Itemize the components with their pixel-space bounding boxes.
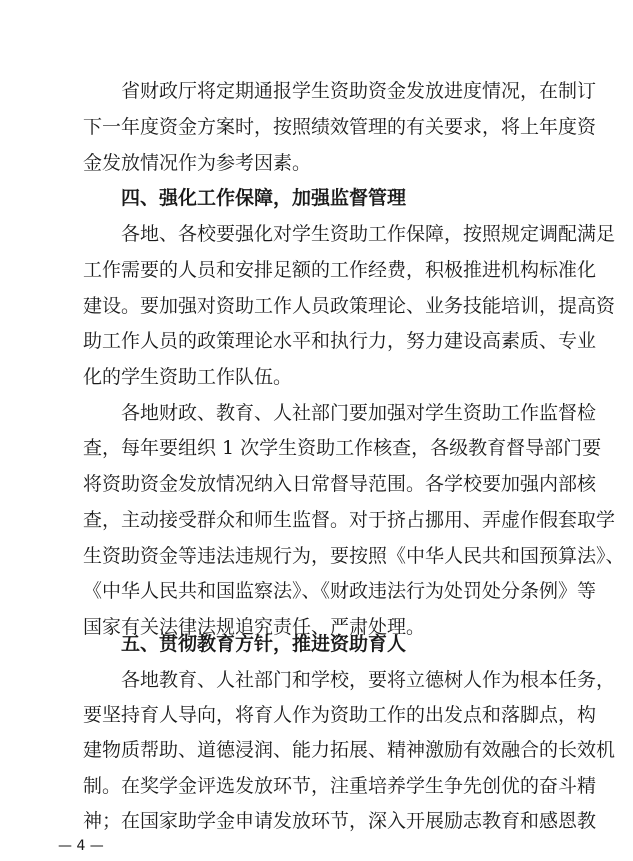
paragraph-line: 建设。要加强对资助工作人员政策理论、业务技能培训，提高资: [83, 295, 616, 317]
paragraph-line: 国家有关法律法规追究责任、严肃处理。: [83, 616, 426, 638]
paragraph-line: 工作需要的人员和安排足额的工作经费，积极推进机构标准化: [83, 259, 597, 281]
paragraph-line: 查，主动接受群众和师生监督。对于挤占挪用、弄虚作假套取学: [83, 509, 616, 531]
section-heading-4: 四、强化工作保障，加强监督管理: [121, 187, 407, 209]
paragraph-line: 助工作人员的政策理论水平和执行力，努力建设高素质、专业: [83, 330, 597, 352]
paragraph-line: 将资助资金发放情况纳入日常督导范围。各学校要加强内部核: [83, 473, 597, 495]
paragraph-line: 生资助资金等违法违规行为，要按照《中华人民共和国预算法》、: [83, 545, 625, 567]
page-number: — 4 —: [58, 838, 104, 854]
paragraph-line: 各地教育、人社部门和学校，要将立德树人作为根本任务，: [121, 669, 616, 691]
paragraph-line: 省财政厅将定期通报学生资助资金发放进度情况，在制订: [121, 80, 597, 102]
paragraph-line: 神；在国家助学金申请发放环节，深入开展励志教育和感恩教: [83, 810, 597, 832]
paragraph-line: 制。在奖学金评选发放环节，注重培养学生争先创优的奋斗精: [83, 775, 597, 797]
paragraph-line: 下一年度资金方案时，按照绩效管理的有关要求，将上年度资: [83, 116, 597, 138]
paragraph-line: 要坚持育人导向，将育人作为资助工作的出发点和落脚点，构: [83, 704, 597, 726]
paragraph-line: 各地、各校要强化对学生资助工作保障，按照规定调配满足: [121, 223, 616, 245]
paragraph-line: 建物质帮助、道德浸润、能力拓展、精神激励有效融合的长效机: [83, 739, 616, 761]
paragraph-line: 查，每年要组织 1 次学生资助工作核查，各级教育督导部门要: [83, 437, 602, 459]
paragraph-line: 金发放情况作为参考因素。: [83, 152, 312, 174]
section-heading-5: 五、贯彻教育方针，推进资助育人: [121, 633, 407, 655]
paragraph-line: 《中华人民共和国监察法》、《财政违法行为处罚处分条例》等: [83, 580, 597, 602]
paragraph-line: 化的学生资助工作队伍。: [83, 366, 293, 388]
paragraph-line: 各地财政、教育、人社部门要加强对学生资助工作监督检: [121, 402, 597, 424]
